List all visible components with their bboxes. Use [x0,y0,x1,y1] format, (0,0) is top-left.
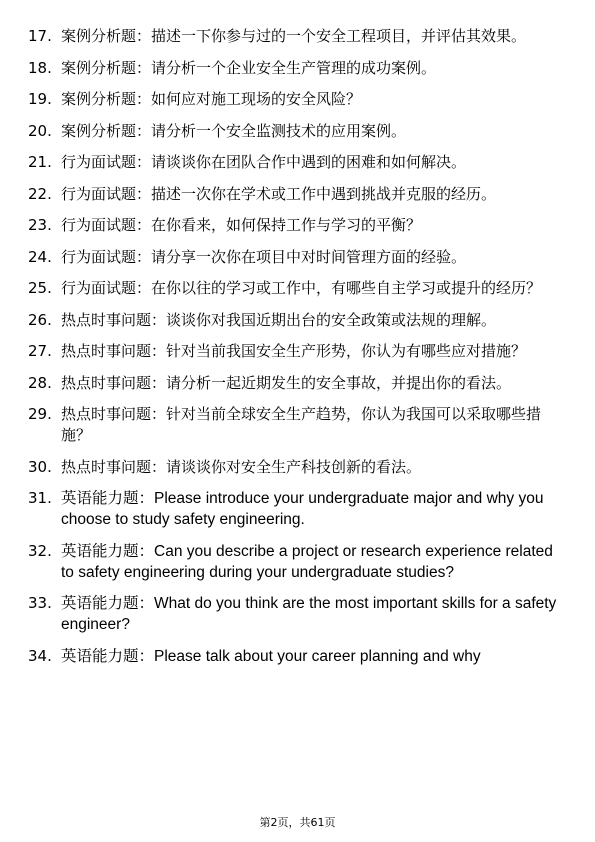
question-text: 案例分析题：请分析一个企业安全生产管理的成功案例。 [61,58,437,77]
question-item-34 [28,646,563,667]
question-item-28 [28,373,563,394]
question-text: 案例分析题：如何应对施工现场的安全风险？ [61,90,362,108]
question-number: 29. [28,405,52,423]
question-number: 20. [28,121,52,140]
question-item-20 [28,121,563,142]
question-item-22 [28,184,563,205]
question-text: 行为面试题：描述一次你在学术或工作中遇到挑战并克服的经历。 [61,184,497,203]
question-text: 行为面试题：在你看来，如何保持工作与学习的平衡？ [61,216,422,234]
question-item-27 [28,341,563,362]
question-number: 27. [28,342,52,360]
question-number: 28. [28,373,52,392]
question-text: 行为面试题：请分享一次你在项目中对时间管理方面的经验。 [61,247,467,266]
page-number-footer: 第2页，共61页 [259,816,336,829]
question-list [28,26,563,677]
question-number: 21. [28,153,52,171]
question-text: 行为面试题：请谈谈你在团队合作中遇到的困难和如何解决。 [61,153,467,171]
question-text: 英语能力题：Please introduce your undergraduate major and why you choose to study safety engineering. [61,490,544,528]
question-item-26 [28,310,563,331]
question-number: 33. [28,594,52,612]
question-item-17 [28,26,563,47]
question-number: 30. [28,457,52,476]
question-text: 英语能力题：What do you think are the most important skills for a safety engineer? [61,595,557,633]
question-item-33 [28,593,563,635]
question-item-23 [28,215,563,236]
question-text: 热点时事问题：针对当前我国安全生产形势，你认为有哪些应对措施？ [61,342,527,360]
question-item-29 [28,404,563,446]
question-text: 案例分析题：描述一下你参与过的一个安全工程项目，并评估其效果。 [61,27,527,45]
question-item-32 [28,541,563,583]
question-item-24 [28,247,563,268]
question-text: 英语能力题：Please talk about your career planning and why [61,647,481,665]
question-text: 热点时事问题：请分析一起近期发生的安全事故，并提出你的看法。 [61,373,512,392]
question-text: 案例分析题：请分析一个安全监测技术的应用案例。 [61,121,407,140]
question-number: 34. [28,646,52,665]
question-number: 18. [28,58,52,77]
question-text: 热点时事问题：请谈谈你对安全生产科技创新的看法。 [61,457,422,476]
question-item-18 [28,58,563,79]
question-item-25 [28,278,563,299]
question-text: 行为面试题：在你以往的学习或工作中，有哪些自主学习或提升的经历？ [61,279,542,297]
question-number: 22. [28,184,52,203]
question-number: 26. [28,310,52,329]
question-item-19 [28,89,563,110]
question-number: 31. [28,489,52,507]
question-number: 23. [28,216,52,234]
question-text: 热点时事问题：谈谈你对我国近期出台的安全政策或法规的理解。 [61,310,497,329]
question-number: 19. [28,90,52,108]
question-number: 17. [28,27,52,45]
question-number: 24. [28,247,52,266]
question-text: 热点时事问题：针对当前全球安全生产趋势，你认为我国可以采取哪些措施？ [61,405,542,444]
question-text: 英语能力题：Can you describe a project or research experience related to safety engineering during your undergraduate studies? [61,542,553,581]
question-number: 25. [28,279,52,297]
question-number: 32. [28,541,52,560]
question-item-31 [28,488,563,530]
question-item-21 [28,152,563,173]
question-item-30 [28,457,563,478]
